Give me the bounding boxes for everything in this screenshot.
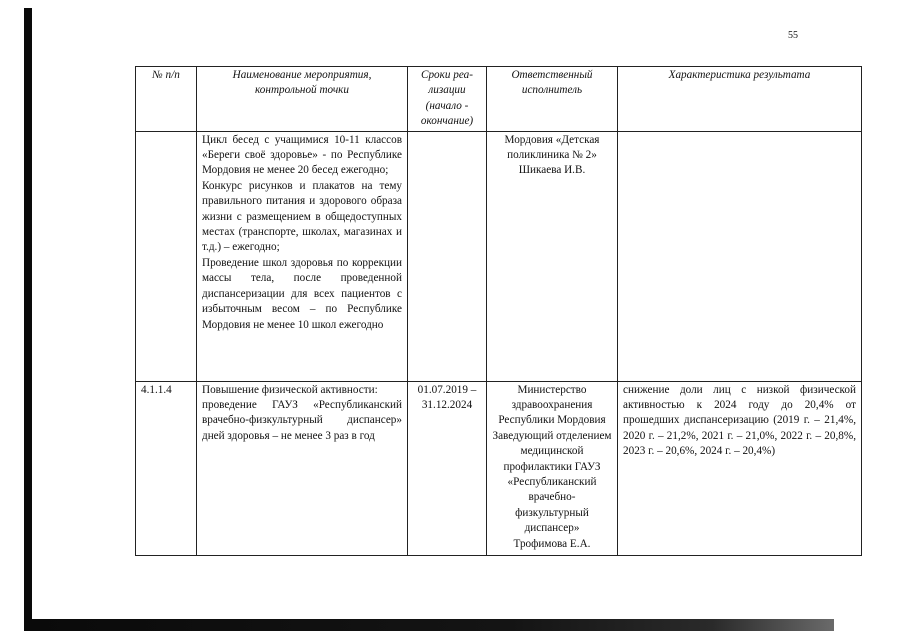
- table-row: [136, 381, 862, 555]
- cell-num: [136, 131, 197, 381]
- scan-shadow-bottom: [24, 619, 834, 631]
- page-number: 55: [788, 30, 798, 41]
- measure-text: Конкурс рисунков и плакатов на тему правильного питания и здорового образа жизни с размещением в общедоступных местах (транспорте, школах, магазинах и т.д.) – ежегодно;: [202, 179, 402, 254]
- executor-text: Шикаева И.В.: [518, 164, 586, 177]
- header-executor: Ответственный исполнитель: [487, 67, 618, 132]
- executor-text: Министерство здравоохранения Республики Мордовия: [498, 383, 606, 427]
- measure-text: Проведение школ здоровья по коррекции массы тела, после проведенной диспансеризации для всех пациентов с избыточным весом – по Республике Мордовия не менее 10 школ ежегодно: [202, 256, 402, 331]
- cell-term: 01.07.2019 – 31.12.2024: [408, 381, 487, 555]
- measures-table: [135, 66, 862, 556]
- scan-shadow-left: [24, 8, 32, 624]
- executor-text: Заведующий отделением медицинской профилактики ГАУЗ «Республиканский врачебно-физкультурный диспансер»: [492, 429, 612, 535]
- cell-result: [618, 131, 862, 381]
- header-num: № п/п: [136, 67, 197, 132]
- cell-num: 4.1.1.4: [136, 381, 197, 555]
- cell-name: [197, 131, 408, 381]
- header-name: Наименование мероприятия, контрольной точки: [197, 67, 408, 132]
- header-result: Характеристика результата: [618, 67, 862, 132]
- cell-term: [408, 131, 487, 381]
- cell-result: снижение доли лиц с низкой физической активностью к 2024 году до 20,4% от прошедших диспансеризацию (2019 г. – 21,4%, 2020 г. – 21,2%, 2021 г. – 21,0%, 2022 г. – 20,8%, 2023 г. – 20,6%, 2024 г. – 20,4%): [618, 381, 862, 555]
- cell-name: [197, 381, 408, 555]
- measure-text: проведение ГАУЗ «Республиканский врачебно-физкультурный диспансер» дней здоровья – не менее 3 раз в год: [202, 399, 402, 442]
- table-header-row: [136, 67, 862, 132]
- measure-text: Цикл бесед с учащимися 10-11 классов «Береги своё здоровье» - по Республике Мордовия не менее 20 бесед ежегодно;: [202, 133, 402, 177]
- executor-text: Трофимова Е.А.: [513, 537, 591, 550]
- cell-executor: [487, 131, 618, 381]
- table-row: [136, 131, 862, 381]
- cell-executor: [487, 381, 618, 555]
- executor-text: Мордовия «Детская поликлиника № 2»: [504, 133, 600, 162]
- measure-text: Повышение физической активности:: [202, 383, 378, 396]
- header-term: Сроки реа-лизации (начало - окончание): [408, 67, 487, 132]
